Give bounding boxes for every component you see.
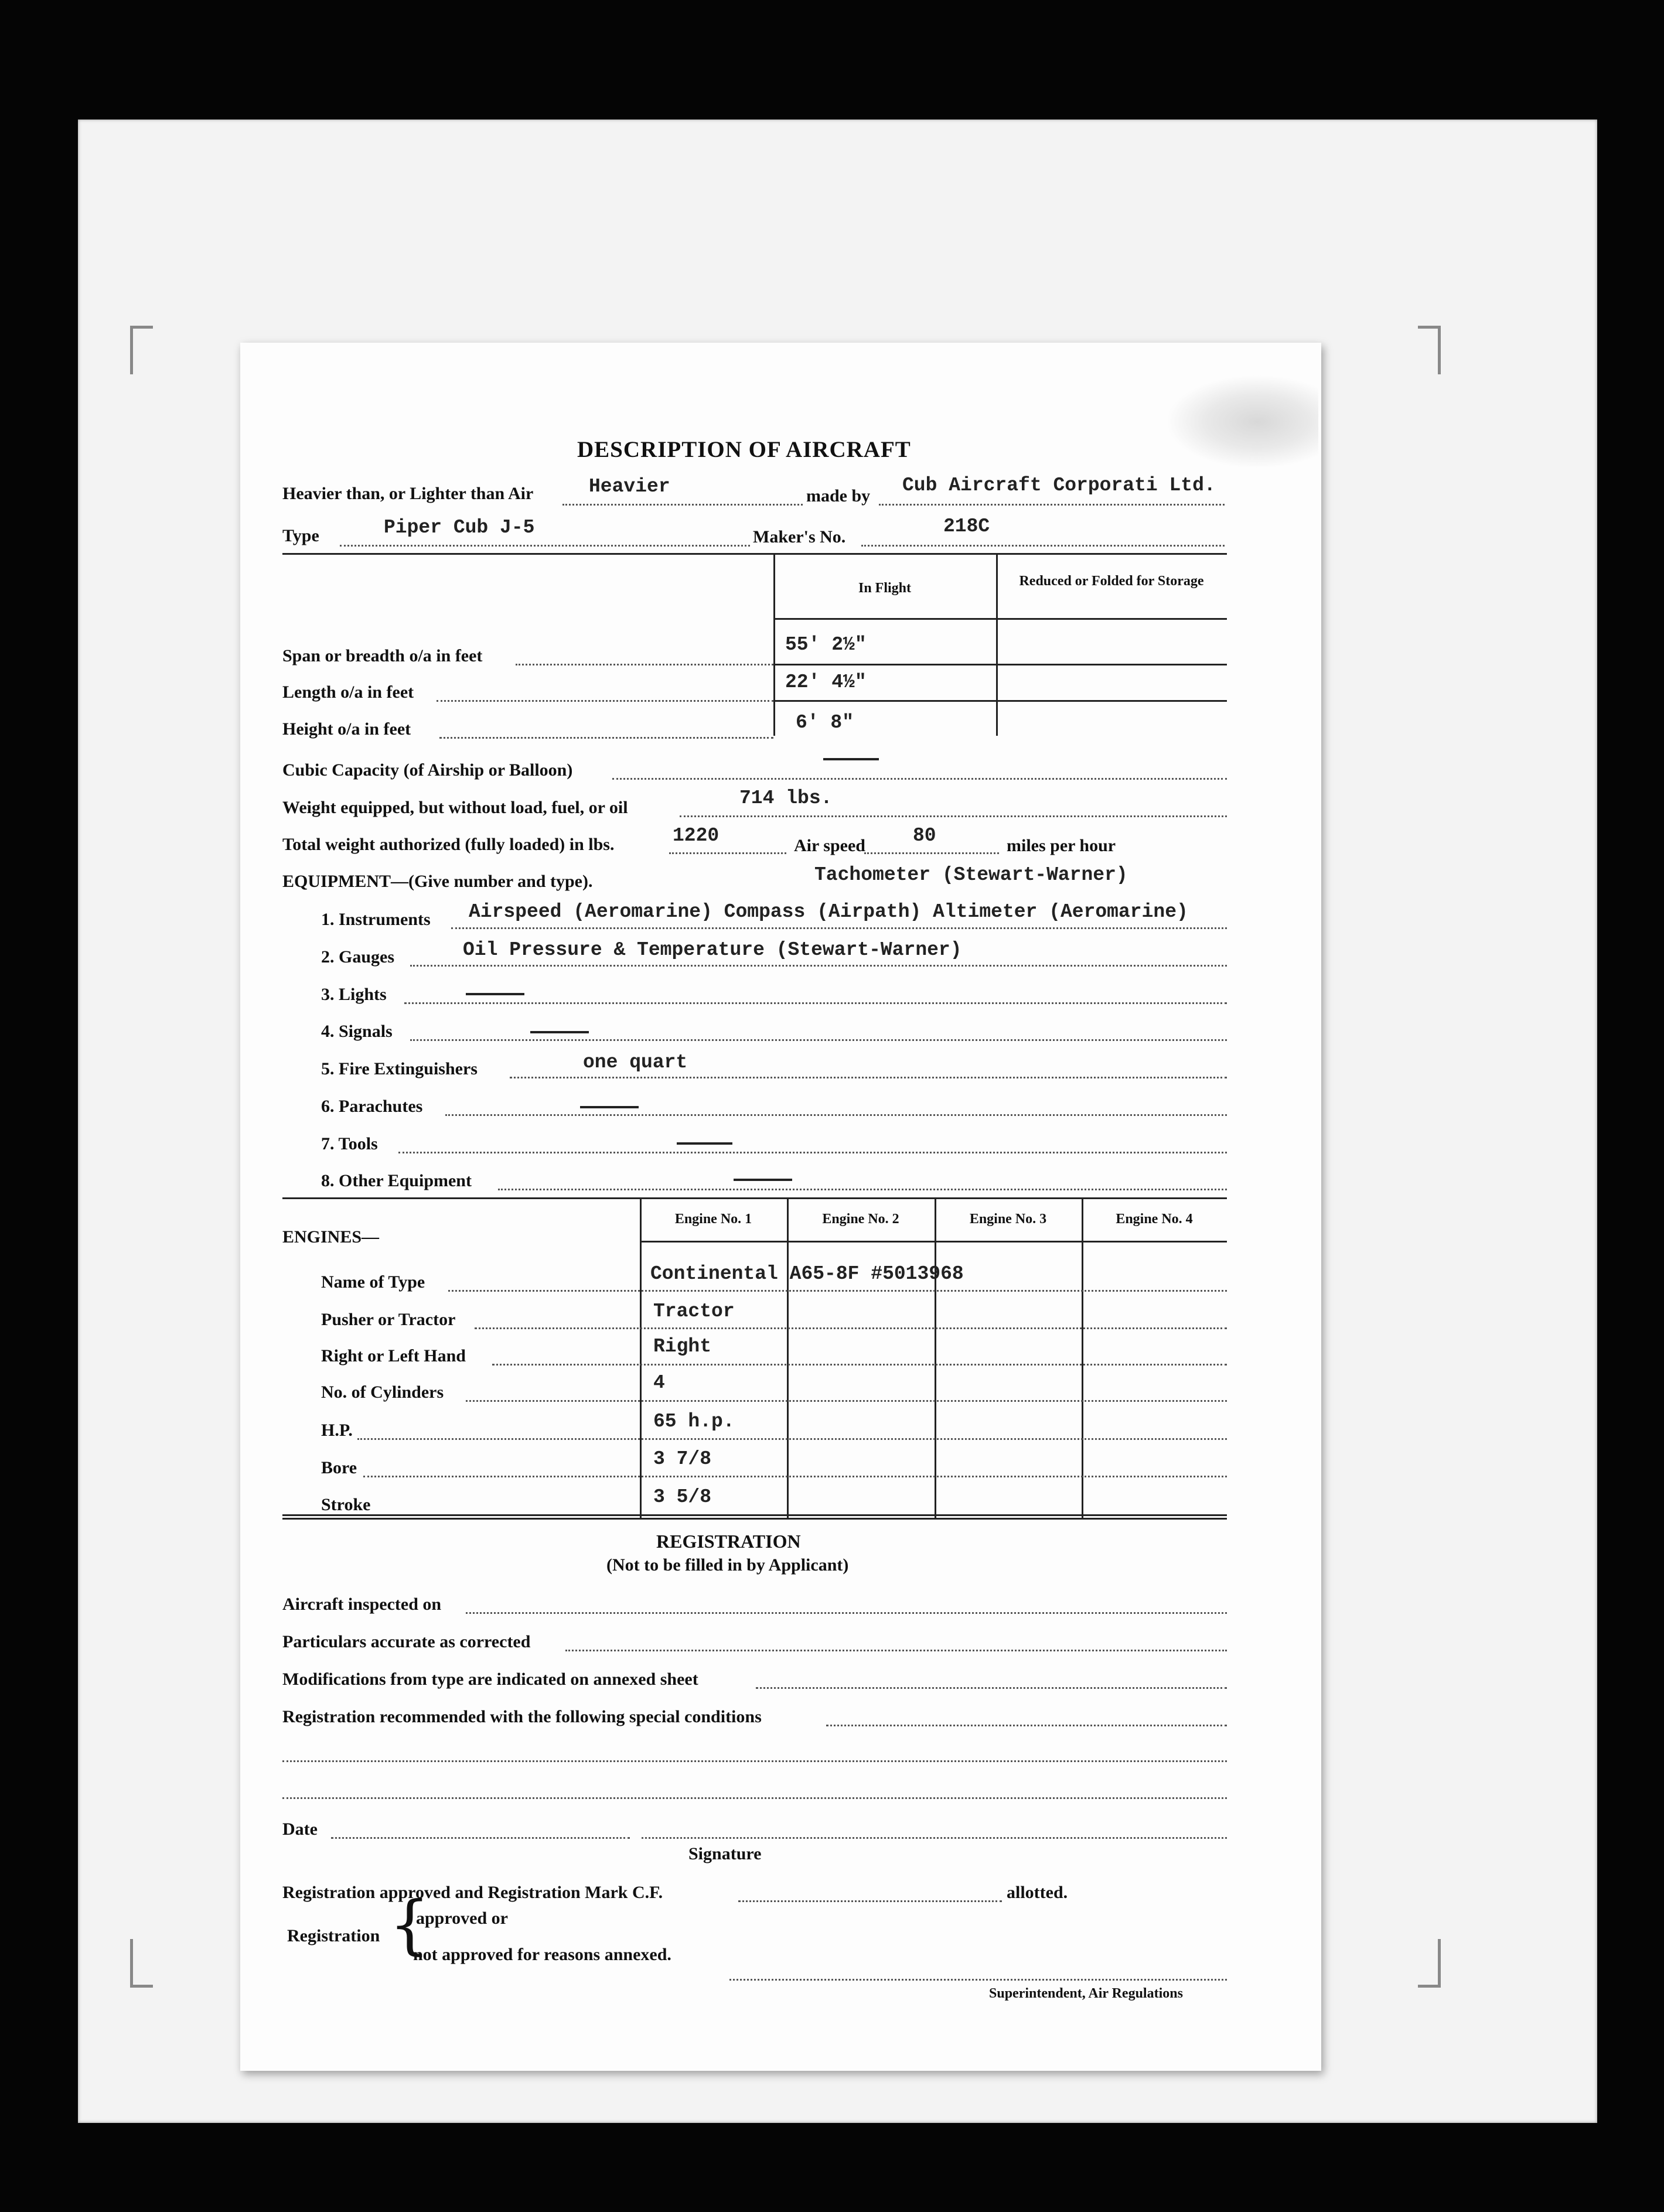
blank-dash xyxy=(530,1031,589,1033)
dim-value: 22' 4½" xyxy=(785,671,867,693)
weight-label: Weight equipped, but without load, fuel, or oil xyxy=(282,798,628,817)
type-label: Type xyxy=(282,526,319,545)
particulars-label: Particulars accurate as corrected xyxy=(282,1632,531,1651)
airspeed-label: Air speed xyxy=(794,836,865,855)
table-rule xyxy=(787,1197,789,1518)
airspeed-value: 80 xyxy=(913,825,936,846)
dotted-line xyxy=(340,545,750,547)
air-value: Heavier xyxy=(589,476,670,497)
engine-col-header: Engine No. 2 xyxy=(822,1211,899,1227)
dim-label: Length o/a in feet xyxy=(282,682,414,702)
dotted-line xyxy=(861,545,1225,547)
dim-value: 6' 8" xyxy=(796,712,854,733)
dotted-line xyxy=(398,1152,1227,1153)
dotted-line xyxy=(475,1327,1227,1329)
dotted-line xyxy=(669,852,786,854)
engine-row-label: Bore xyxy=(321,1458,357,1477)
dotted-line xyxy=(466,1400,1227,1402)
col-in-flight: In Flight xyxy=(858,581,912,596)
engine-row-value: 4 xyxy=(653,1372,665,1394)
equipment-item-value: Oil Pressure & Temperature (Stewart-Warner) xyxy=(463,939,962,961)
equipment-item-label: 7. Tools xyxy=(321,1134,378,1153)
dotted-line xyxy=(448,1290,1227,1292)
dotted-line xyxy=(466,1612,1227,1614)
dotted-line xyxy=(282,1760,1227,1762)
dotted-line xyxy=(738,1900,1002,1902)
table-rule xyxy=(773,618,1227,620)
equipment-item-label: 8. Other Equipment xyxy=(321,1171,472,1190)
dotted-line xyxy=(864,852,999,854)
engine-row-label: No. of Cylinders xyxy=(321,1383,444,1402)
dotted-line xyxy=(642,1837,1227,1839)
registration-label: Registration xyxy=(287,1926,380,1945)
blank-dash xyxy=(580,1106,639,1108)
equipment-item-label: 1. Instruments xyxy=(321,910,431,929)
not-approved-label: not approved for reasons annexed. xyxy=(413,1945,671,1964)
dim-label: Span or breadth o/a in feet xyxy=(282,646,483,665)
dotted-line xyxy=(410,1039,1227,1041)
table-rule xyxy=(640,1197,642,1518)
dotted-line xyxy=(282,1797,1227,1799)
corner-mark xyxy=(1418,326,1441,374)
superintendent-label: Superintendent, Air Regulations xyxy=(989,1986,1183,2001)
modifications-label: Modifications from type are indicated on annexed sheet xyxy=(282,1670,698,1689)
made-by-value: Cub Aircraft Corporati Ltd. xyxy=(902,475,1216,496)
dotted-line xyxy=(565,1650,1227,1651)
dotted-line xyxy=(879,504,1225,506)
corner-mark xyxy=(130,326,153,374)
blank-dash xyxy=(734,1179,792,1181)
inspected-label: Aircraft inspected on xyxy=(282,1595,442,1614)
blank-dash xyxy=(823,758,879,760)
dotted-line xyxy=(439,737,773,739)
dotted-line xyxy=(562,504,803,506)
dotted-line xyxy=(826,1725,1227,1726)
equipment-item-label: 3. Lights xyxy=(321,985,387,1004)
equipment-heading: EQUIPMENT—(Give number and type). xyxy=(282,872,593,891)
engine-row-label: Pusher or Tractor xyxy=(321,1310,456,1329)
cubic-label: Cubic Capacity (of Airship or Balloon) xyxy=(282,760,573,780)
date-label: Date xyxy=(282,1820,318,1839)
engine-row-label: Name of Type xyxy=(321,1272,425,1292)
table-rule xyxy=(282,1197,1227,1199)
engine-row-label: Right or Left Hand xyxy=(321,1346,466,1366)
dotted-line xyxy=(612,778,1227,780)
tachometer-value: Tachometer (Stewart-Warner) xyxy=(814,864,1128,886)
approved-or-label: approved or xyxy=(416,1909,508,1928)
makers-no-label: Maker's No. xyxy=(753,527,846,547)
airspeed-unit: miles per hour xyxy=(1007,836,1116,855)
weight-value: 714 lbs. xyxy=(739,787,833,809)
blank-dash xyxy=(466,993,524,995)
dotted-line xyxy=(451,927,1227,929)
equipment-item-label: 5. Fire Extinguishers xyxy=(321,1059,478,1078)
type-value: Piper Cub J-5 xyxy=(384,517,535,538)
engine-row-value: Tractor xyxy=(653,1300,735,1322)
equipment-item-label: 4. Signals xyxy=(321,1022,393,1041)
engine-col-header: Engine No. 1 xyxy=(674,1211,752,1227)
torn-corner xyxy=(1166,375,1318,469)
dim-label: Height o/a in feet xyxy=(282,719,411,739)
dotted-line xyxy=(331,1837,630,1839)
dotted-line xyxy=(437,700,773,702)
engine-row-value: Continental A65-8F #5013968 xyxy=(650,1263,964,1285)
approved-line-label: Registration approved and Registration Mark C.F. xyxy=(282,1883,663,1902)
brace: { xyxy=(389,1887,430,1962)
form-title: DESCRIPTION OF AIRCRAFT xyxy=(577,437,911,462)
dotted-line xyxy=(445,1114,1227,1116)
dotted-line xyxy=(756,1687,1227,1689)
engine-row-value: 3 5/8 xyxy=(653,1486,712,1508)
recommended-label: Registration recommended with the following special conditions xyxy=(282,1707,762,1726)
dotted-line xyxy=(363,1476,1227,1477)
makers-no-value: 218C xyxy=(943,516,990,537)
dotted-line xyxy=(492,1364,1227,1366)
engine-row-label: H.P. xyxy=(321,1421,353,1440)
dotted-line xyxy=(680,815,1227,817)
dotted-line xyxy=(404,1002,1227,1004)
dim-value: 55' 2½" xyxy=(785,634,867,656)
table-rule xyxy=(282,553,1227,555)
engine-col-header: Engine No. 4 xyxy=(1116,1211,1193,1227)
dotted-line xyxy=(357,1438,1227,1440)
registration-heading: REGISTRATION xyxy=(656,1531,801,1552)
equipment-item-value: one quart xyxy=(583,1052,688,1073)
equipment-item-value: Airspeed (Aeromarine) Compass (Airpath) Altimeter (Aeromarine) xyxy=(469,901,1188,923)
signature-label: Signature xyxy=(688,1844,762,1863)
total-label: Total weight authorized (fully loaded) in lbs. xyxy=(282,835,615,854)
engine-row-value: 3 7/8 xyxy=(653,1448,712,1470)
table-rule xyxy=(282,1518,1227,1520)
aircraft-form xyxy=(240,343,1321,2071)
table-rule xyxy=(282,1514,1227,1516)
engine-row-label: Stroke xyxy=(321,1495,371,1514)
made-by-label: made by xyxy=(806,486,871,506)
table-rule xyxy=(935,1197,936,1518)
col-reduced: Reduced or Folded for Storage xyxy=(1019,574,1204,589)
table-rule xyxy=(640,1241,1227,1242)
engine-row-value: 65 h.p. xyxy=(653,1411,735,1432)
allotted-label: allotted. xyxy=(1007,1883,1068,1902)
dotted-line xyxy=(510,1077,1227,1078)
dotted-line xyxy=(516,664,773,665)
dotted-line xyxy=(729,1979,1227,1981)
total-value: 1220 xyxy=(673,825,720,846)
equipment-item-label: 6. Parachutes xyxy=(321,1097,423,1116)
dotted-line xyxy=(498,1189,1227,1190)
table-rule xyxy=(773,700,1227,702)
corner-mark xyxy=(1418,1939,1441,1988)
air-label: Heavier than, or Lighter than Air xyxy=(282,484,534,503)
equipment-item-label: 2. Gauges xyxy=(321,947,395,967)
dotted-line xyxy=(410,965,1227,967)
engines-heading: ENGINES— xyxy=(282,1227,380,1247)
blank-dash xyxy=(677,1142,732,1145)
engine-col-header: Engine No. 3 xyxy=(969,1211,1047,1227)
corner-mark xyxy=(130,1939,153,1988)
table-rule xyxy=(773,664,1227,665)
table-rule xyxy=(1082,1197,1083,1518)
engine-row-value: Right xyxy=(653,1336,712,1357)
registration-subheading: (Not to be filled in by Applicant) xyxy=(606,1555,849,1575)
